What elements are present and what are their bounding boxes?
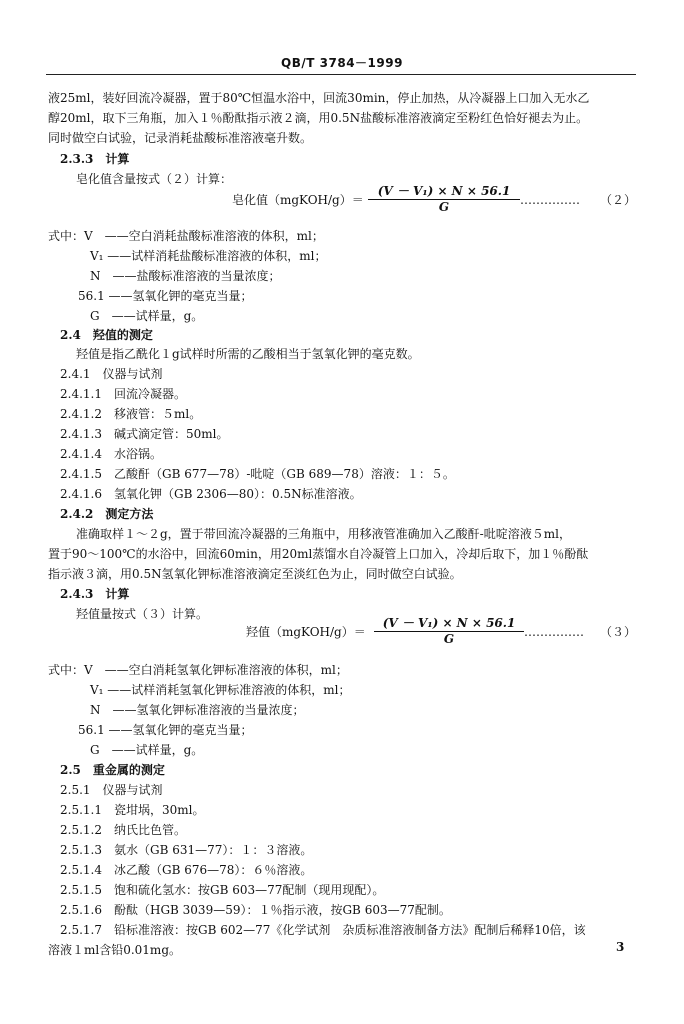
text-line: 2.4 羟值的测定 <box>60 328 153 342</box>
text-line: 2.4.1.2 移液管：５ml。 <box>60 407 202 421</box>
text-line: G ——试样量，g。 <box>90 309 204 323</box>
text-line: N ——盐酸标准溶液的当量浓度； <box>90 269 281 283</box>
page-number: 3 <box>616 940 625 954</box>
text-line: 同时做空白试验，记录消耗盐酸标准溶液毫升数。 <box>48 131 313 145</box>
text-line: V₁ ——试样消耗盐酸标准溶液的体积，ml； <box>90 249 327 263</box>
text-line: 56.1 ——氢氧化钾的毫克当量； <box>78 289 253 303</box>
text-line: 皂化值含量按式（２）计算： <box>76 172 233 186</box>
text-line: 醇20ml，取下三角瓶，加入１％酚酞指示液２滴，用0.5N盐酸标准溶液滴定至粉红色恰好褪去为止。 <box>48 111 589 125</box>
text-line: 2.3.3 计算 <box>60 152 130 166</box>
formula-3-numerator: (V － V₁) × N × 56.1 <box>374 616 524 632</box>
formula-2-equation-number: （２） <box>600 193 637 207</box>
text-line: 指示液３滴，用0.5N氢氧化钾标准溶液滴定至淡红色为止，同时做空白试验。 <box>48 567 462 581</box>
text-line: 2.5 重金属的测定 <box>60 763 165 777</box>
formula-3-fraction <box>374 616 524 647</box>
formula-2-lhs: 皂化值（mgKOH/g）＝ <box>232 193 364 207</box>
formula-3-lhs: 羟值（mgKOH/g）＝ <box>246 625 366 639</box>
text-line: 置于90～100℃的水浴中，回流60min，用20ml蒸馏水自冷凝管上口加入，冷却后取下，加１％酚酞 <box>48 547 589 561</box>
text-line: 溶液１ml含铅0.01mg。 <box>48 943 181 957</box>
text-line: 2.5.1.3 氨水（GB 631—77）：１：３溶液。 <box>60 843 313 857</box>
text-line: 2.4.1.5 乙酸酐（GB 677—78）-吡啶（GB 689—78）溶液：１：５。 <box>60 467 455 481</box>
text-line: G ——试样量，g。 <box>90 743 204 757</box>
text-line: 液25ml，装好回流冷凝器，置于80℃恒温水浴中，回流30min，停止加热，从冷凝器上口加入无水乙 <box>48 91 590 105</box>
formula-2-denominator: G <box>438 200 450 214</box>
text-line: 2.4.2 测定方法 <box>60 507 154 521</box>
text-line: 2.4.1.1 回流冷凝器。 <box>60 387 186 401</box>
formula-2-leader-dots: …………… <box>520 193 580 207</box>
standard-code-header: QB/T 3784－1999 <box>281 56 403 70</box>
text-line: 2.4.1 仪器与试剂 <box>60 367 163 381</box>
text-line: 2.5.1.2 纳氏比色管。 <box>60 823 186 837</box>
text-line: 2.4.3 计算 <box>60 587 130 601</box>
text-line: 羟值是指乙酰化１g试样时所需的乙酸相当于氢氧化钾的毫克数。 <box>76 347 420 361</box>
text-line: 2.4.1.6 氢氧化钾（GB 2306—80）：0.5N标准溶液。 <box>60 487 362 501</box>
formula-3-leader-dots: …………… <box>524 625 584 639</box>
text-line: 56.1 ——氢氧化钾的毫克当量； <box>78 723 253 737</box>
header-rule <box>46 74 636 75</box>
text-line: 式中：V ——空白消耗氢氧化钾标准溶液的体积，ml； <box>48 663 348 677</box>
text-line: 2.4.1.4 水浴锅。 <box>60 447 162 461</box>
text-line: 2.5.1.6 酚酞（HGB 3039—59）：１％指示液，按GB 603—77配制。 <box>60 903 451 917</box>
text-line: 式中：V ——空白消耗盐酸标准溶液的体积，ml； <box>48 229 324 243</box>
text-line: 2.5.1 仪器与试剂 <box>60 783 163 797</box>
text-line: 羟值量按式（３）计算。 <box>76 607 209 621</box>
text-line: 2.5.1.4 冰乙酸（GB 676—78）：６％溶液。 <box>60 863 313 877</box>
text-line: 2.5.1.1 瓷坩埚，30ml。 <box>60 803 205 817</box>
text-line: N ——氢氧化钾标准溶液的当量浓度； <box>90 703 305 717</box>
formula-2-numerator: (V － V₁) × N × 56.1 <box>368 184 520 200</box>
text-line: 2.5.1.5 饱和硫化氢水：按GB 603—77配制（现用现配）。 <box>60 883 385 897</box>
text-line: V₁ ——试样消耗氢氧化钾标准溶液的体积，ml； <box>90 683 351 697</box>
text-line: 2.5.1.7 铅标准溶液：按GB 602—77《化学试剂 杂质标准溶液制备方法》配制后稀释10倍，该 <box>60 923 586 937</box>
text-line: 准确取样１～２g，置于带回流冷凝器的三角瓶中，用移液管准确加入乙酸酐-吡啶溶液５ml， <box>76 527 571 541</box>
formula-3-equation-number: （３） <box>600 625 637 639</box>
formula-3-denominator: G <box>443 632 455 646</box>
text-line: 2.4.1.3 碱式滴定管：50ml。 <box>60 427 229 441</box>
formula-2-fraction <box>368 184 520 215</box>
